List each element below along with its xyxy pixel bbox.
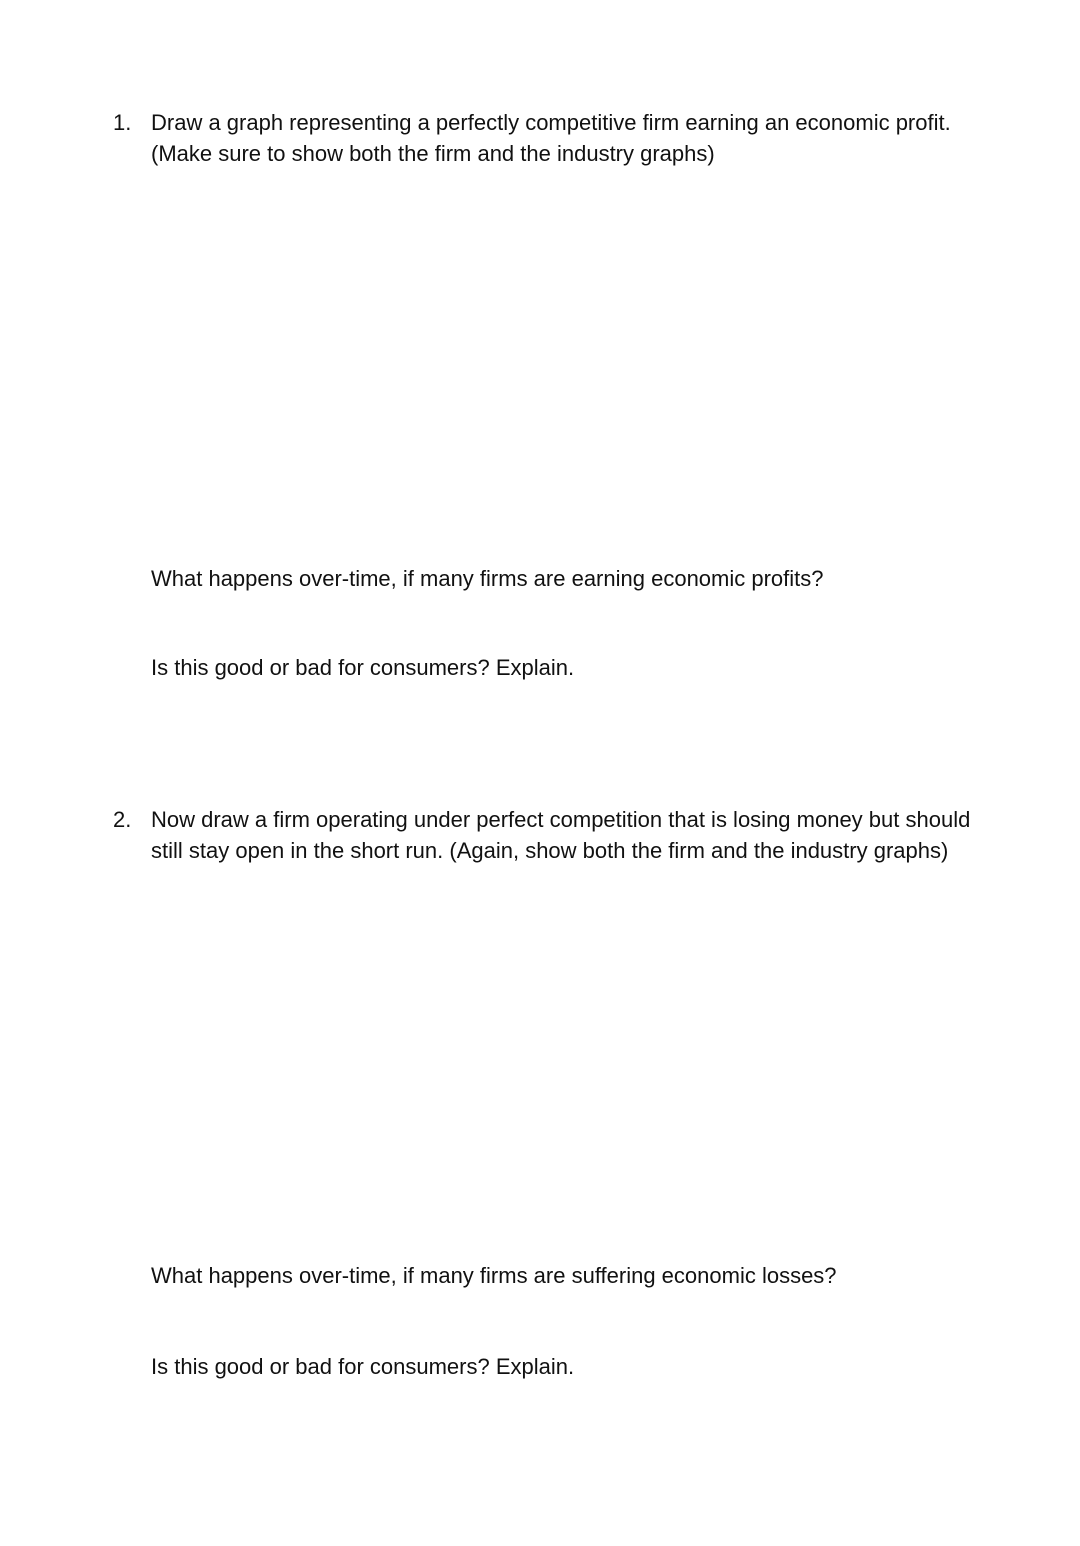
question-1 <box>113 107 1043 169</box>
question-line: Draw a graph representing a perfectly competitive firm earning an economic profit. <box>151 110 951 135</box>
question-line: (Make sure to show both the firm and the industry graphs) <box>151 141 715 166</box>
question-prompt <box>151 107 1043 169</box>
question-number: 2. <box>113 807 132 832</box>
follow-up-question: Is this good or bad for consumers? Explain. <box>151 1354 575 1379</box>
question-prompt <box>151 804 1043 866</box>
follow-up-question: What happens over-time, if many firms are suffering economic losses? <box>151 1263 837 1288</box>
follow-up-question: Is this good or bad for consumers? Explain. <box>151 655 575 680</box>
question-number: 1. <box>113 110 132 135</box>
question-line: Now draw a firm operating under perfect competition that is losing money but should <box>151 807 971 832</box>
follow-up-question: What happens over-time, if many firms are earning economic profits? <box>151 566 824 591</box>
question-2 <box>113 804 1043 866</box>
question-line: still stay open in the short run. (Again, show both the firm and the industry graphs) <box>151 838 949 863</box>
